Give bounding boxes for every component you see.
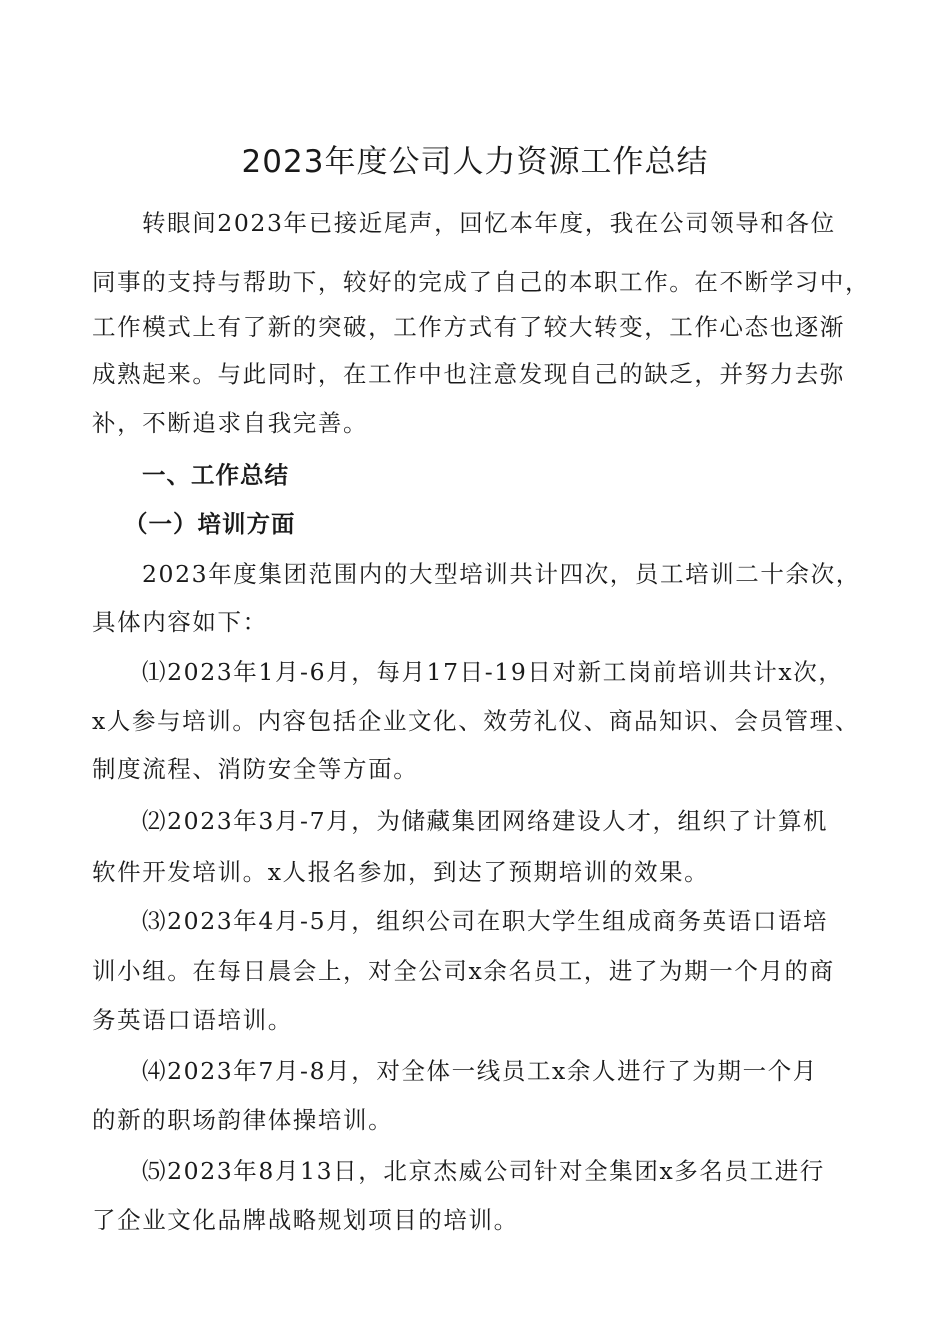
training-item-3-line-1: ⑶2023年4月-5月，组织公司在职大学生组成商务英语口语培: [142, 907, 829, 935]
training-item-2-line-2: 软件开发培训。x人报名参加，到达了预期培训的效果。: [92, 858, 710, 886]
training-item-1-line-3: 制度流程、消防安全等方面。: [92, 755, 419, 783]
training-item-5-line-2: 了企业文化品牌战略规划项目的培训。: [92, 1206, 519, 1234]
intro-line-3: 工作模式上有了新的突破，工作方式有了较大转变，工作心态也逐渐: [92, 313, 845, 341]
training-item-4-line-2: 的新的职场韵律体操培训。: [92, 1106, 394, 1134]
subsection-heading: （一）培训方面: [124, 510, 296, 538]
intro-line-4: 成熟起来。与此同时，在工作中也注意发现自己的缺乏，并努力去弥: [92, 360, 845, 388]
intro-line-5: 补，不断追求自我完善。: [92, 409, 369, 437]
training-item-3-line-3: 务英语口语培训。: [92, 1006, 293, 1034]
intro-line-2: 同事的支持与帮助下，较好的完成了自己的本职工作。在不断学习中，: [92, 268, 871, 296]
document-title: 2023年度公司人力资源工作总结: [241, 144, 709, 180]
training-item-3-line-2: 训小组。在每日晨会上，对全公司x余名员工，进了为期一个月的商: [92, 957, 835, 985]
training-intro-line-2: 具体内容如下：: [92, 608, 268, 636]
training-item-4-line-1: ⑷2023年7月-8月，对全体一线员工x余人进行了为期一个月: [142, 1057, 818, 1085]
section-heading: 一、工作总结: [142, 461, 289, 489]
intro-line-1: 转眼间2023年已接近尾声，回忆本年度，我在公司领导和各位: [142, 209, 836, 237]
training-item-5-line-1: ⑸2023年8月13日，北京杰威公司针对全集团x多名员工进行: [142, 1157, 825, 1185]
training-item-1-line-2: x人参与培训。内容包括企业文化、效劳礼仪、商品知识、会员管理、: [92, 707, 860, 735]
training-intro-line-1: 2023年度集团范围内的大型培训共计四次，员工培训二十余次，: [142, 560, 861, 588]
training-item-1-line-1: ⑴2023年1月-6月，每月17日-19日对新工岗前培训共计x次，: [142, 658, 844, 686]
training-item-2-line-1: ⑵2023年3月-7月，为储藏集团网络建设人才，组织了计算机: [142, 807, 829, 835]
